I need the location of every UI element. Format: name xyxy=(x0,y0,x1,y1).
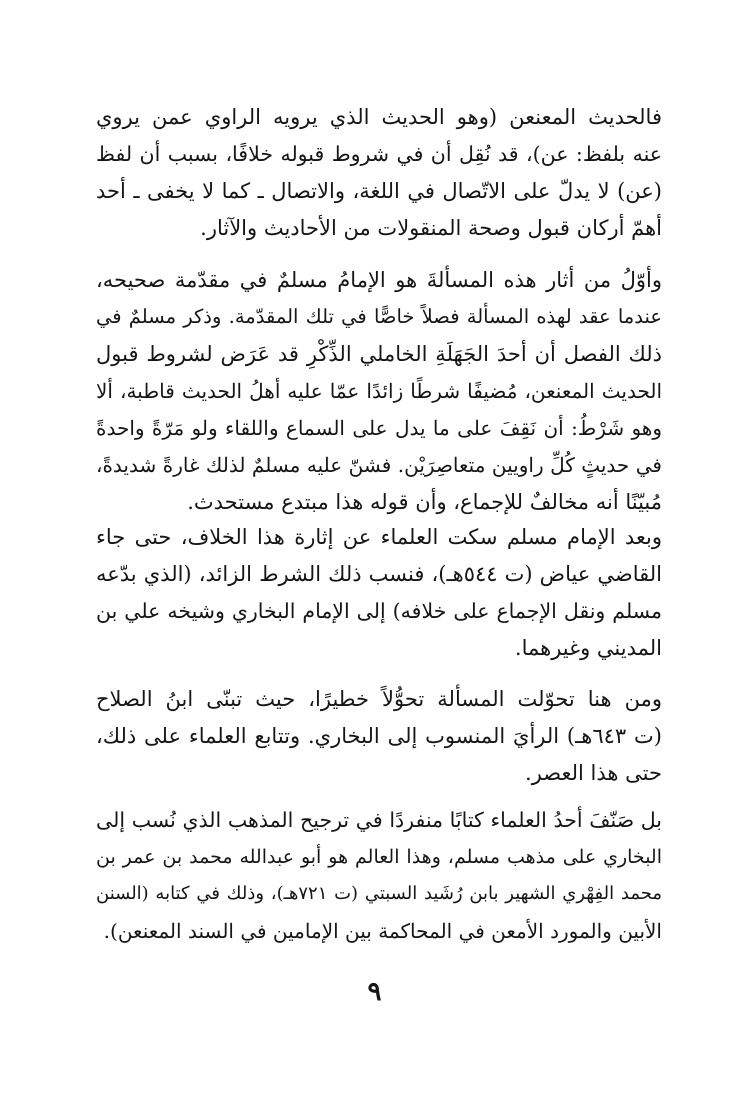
text-line: البخاري على مذهب مسلم، وهذا العالم هو أبو عبدالله محمد بن عمر بن xyxy=(96,846,662,868)
text-line: وأوّلُ من أثار هذه المسألةَ هو الإمامُ مسلمٌ في مقدّمة صحيحه، xyxy=(96,268,662,292)
page-number: ٩ xyxy=(367,977,382,1007)
paragraph-1 xyxy=(96,98,662,250)
text-line: القاضي عياض (ت ٥٤٤هـ)، فنسب ذلك الشرط الزائد، (الذي بدّعه xyxy=(96,562,663,586)
text-line: عندما عقد لهذه المسألة فصلاً خاصًّا في تلك المقدّمة. وذكر مسلمٌ في xyxy=(96,305,662,328)
text-line: ذلك الفصل أن أحدَ الجَهَلَةِ الخاملي الذِّكْرِ قد عَرَض لشروط قبول xyxy=(96,342,662,366)
text-line: وهو شَرْطُ: أن نَقِفَ على ما يدل على السماع واللقاء ولو مَرّةً واحدةً xyxy=(96,416,662,440)
paragraph-4 xyxy=(96,680,662,795)
text-line: ومن هنا تحوّلت المسألة تحوُّلاً خطيرًا، حيث تبنّى ابنُ الصلاح xyxy=(96,687,662,711)
text-line: (ت ٦٤٣هـ) الرأيَ المنسوب إلى البخاري. وتتابع العلماء على ذلك، xyxy=(96,724,662,748)
text-line: مسلم ونقل الإجماع على خلافه) إلى الإمام البخاري وشيخه علي بن xyxy=(96,599,662,623)
paragraph-2 xyxy=(96,261,662,523)
paragraph-5 xyxy=(96,801,662,953)
text-line: محمد الفِهْري الشهير بابن رُشَيد السبتي (ت ٧٢١هـ)، وذلك في كتابه (السنن xyxy=(96,883,662,904)
text-line: مُبيّنًا أنه مخالفٌ للإجماع، وأن قوله هذا مبتدع مستحدث. xyxy=(187,490,662,514)
text-line: الأبين والمورد الأمعن في المحاكمة بين الإمامين في السند المعنعن). xyxy=(103,919,662,943)
text-line: حتى هذا العصر. xyxy=(525,761,662,785)
text-line: فالحديث المعنعن (وهو الحديث الذي يرويه الراوي عمن يروي xyxy=(96,105,662,129)
text-line: عنه بلفظ: عن)، قد نُقِل أن في شروط قبوله خلافًا، بسبب أن لفظ xyxy=(96,142,662,166)
text-line: بل صَنّفَ أحدُ العلماء كتابًا منفردًا في ترجيح المذهب الذي نُسب إلى xyxy=(96,808,662,832)
text-line: أهمّ أركان قبول وصحة المنقولات من الأحاديث والآثار. xyxy=(200,216,662,240)
text-line: المديني وغيرهما. xyxy=(514,636,662,660)
paragraph-3 xyxy=(96,518,662,670)
text-line: وبعد الإمام مسلم سكت العلماء عن إثارة هذا الخلاف، حتى جاء xyxy=(96,525,662,549)
text-line: الحديث المعنعن، مُضيفًا شرطًا زائدًا عمّا عليه أهلُ الحديث قاطبة، ألا xyxy=(96,379,662,403)
text-line: في حديثٍ كُلِّ راويين متعاصِرَيْن. فشنّ عليه مسلمٌ لذلك غارةً شديدةً، xyxy=(96,453,662,477)
text-line: (عن) لا يدلّ على الاتّصال في اللغة، والاتصال ـ كما لا يخفى ـ أحد xyxy=(96,179,662,203)
